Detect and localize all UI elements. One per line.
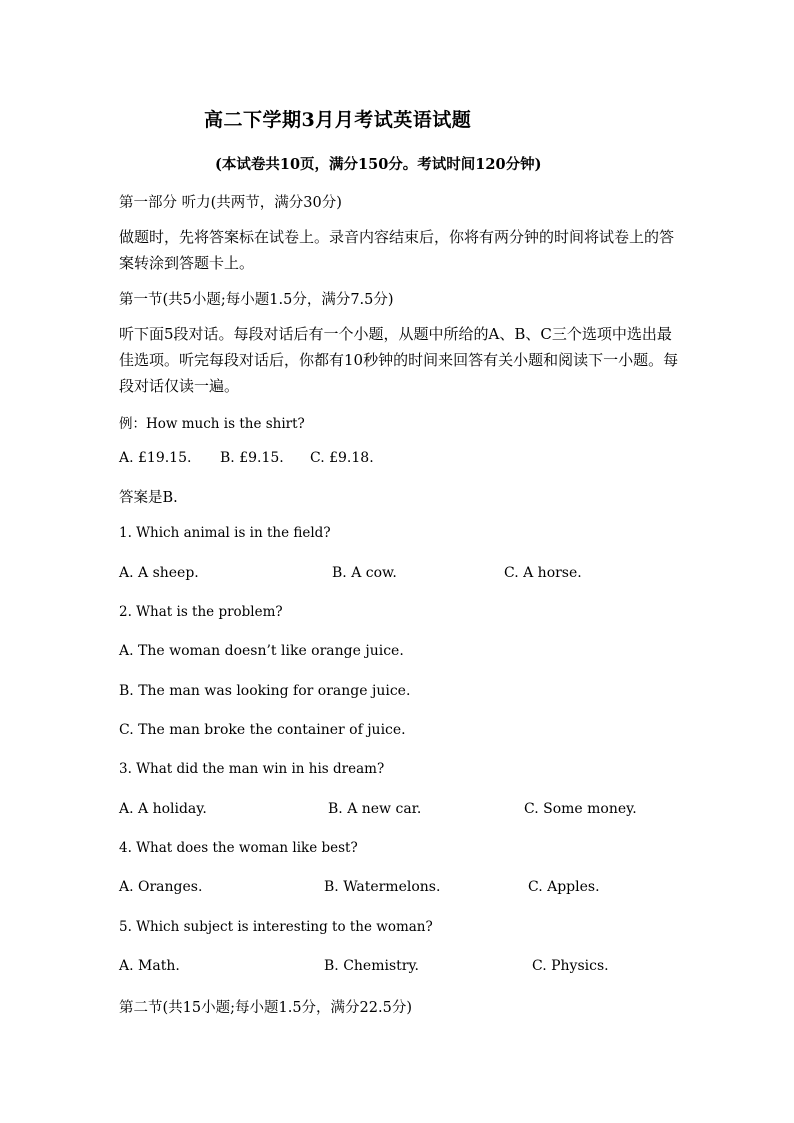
section1-directions: 听下面5段对话。每段对话后有一个小题，从题中所给的A、B、C三个选项中选出最佳选项。听完每段对话后，你都有10秒钟的时间来回答有关小题和阅读下一小题。每段对话仅读一遍。 bbox=[119, 325, 679, 395]
q5-option-c: C. Physics. bbox=[532, 958, 609, 974]
q4-option-a: A. Oranges. bbox=[119, 879, 203, 895]
q3-option-b: B. A new car. bbox=[328, 801, 422, 817]
q1-option-c: C. A horse. bbox=[504, 565, 582, 581]
question-5: 5. Which subject is interesting to the woman? bbox=[119, 919, 433, 935]
question-1: 1. Which animal is in the field? bbox=[119, 525, 331, 541]
q2-option-c: C. The man broke the container of juice. bbox=[119, 722, 406, 738]
example-option-c: C. £9.18. bbox=[310, 450, 374, 466]
q3-option-c: C. Some money. bbox=[524, 801, 637, 817]
q4-option-c: C. Apples. bbox=[528, 879, 600, 895]
example-question: 例：How much is the shirt? bbox=[119, 416, 305, 432]
q2-option-b: B. The man was looking for orange juice. bbox=[119, 683, 411, 699]
q1-option-b: B. A cow. bbox=[332, 565, 397, 581]
q5-option-b: B. Chemistry. bbox=[324, 958, 419, 974]
q1-option-a: A. A sheep. bbox=[119, 565, 199, 581]
part1-heading: 第一部分 听力(共两节，满分30分) bbox=[119, 195, 342, 211]
q4-option-b: B. Watermelons. bbox=[324, 879, 441, 895]
exam-subtitle: (本试卷共10页，满分150分。考试时间120分钟) bbox=[215, 156, 542, 173]
q3-option-a: A. A holiday. bbox=[119, 801, 207, 817]
exam-title: 高二下学期3月月考试英语试题 bbox=[204, 109, 472, 131]
q5-option-a: A. Math. bbox=[119, 958, 180, 974]
example-answer: 答案是B. bbox=[119, 490, 178, 506]
example-option-a: A. £19.15. bbox=[119, 450, 192, 466]
part1-directions: 做题时，先将答案标在试卷上。录音内容结束后，你将有两分钟的时间将试卷上的答案转涂到答题卡上。 bbox=[119, 228, 675, 272]
section1-heading: 第一节(共5小题;每小题1.5分，满分7.5分) bbox=[119, 292, 394, 308]
question-4: 4. What does the woman like best? bbox=[119, 840, 358, 856]
question-2: 2. What is the problem? bbox=[119, 604, 283, 620]
section2-heading: 第二节(共15小题;每小题1.5分，满分22.5分) bbox=[119, 1000, 412, 1016]
q2-option-a: A. The woman doesn’t like orange juice. bbox=[119, 643, 404, 659]
question-3: 3. What did the man win in his dream? bbox=[119, 761, 385, 777]
example-option-b: B. £9.15. bbox=[220, 450, 284, 466]
